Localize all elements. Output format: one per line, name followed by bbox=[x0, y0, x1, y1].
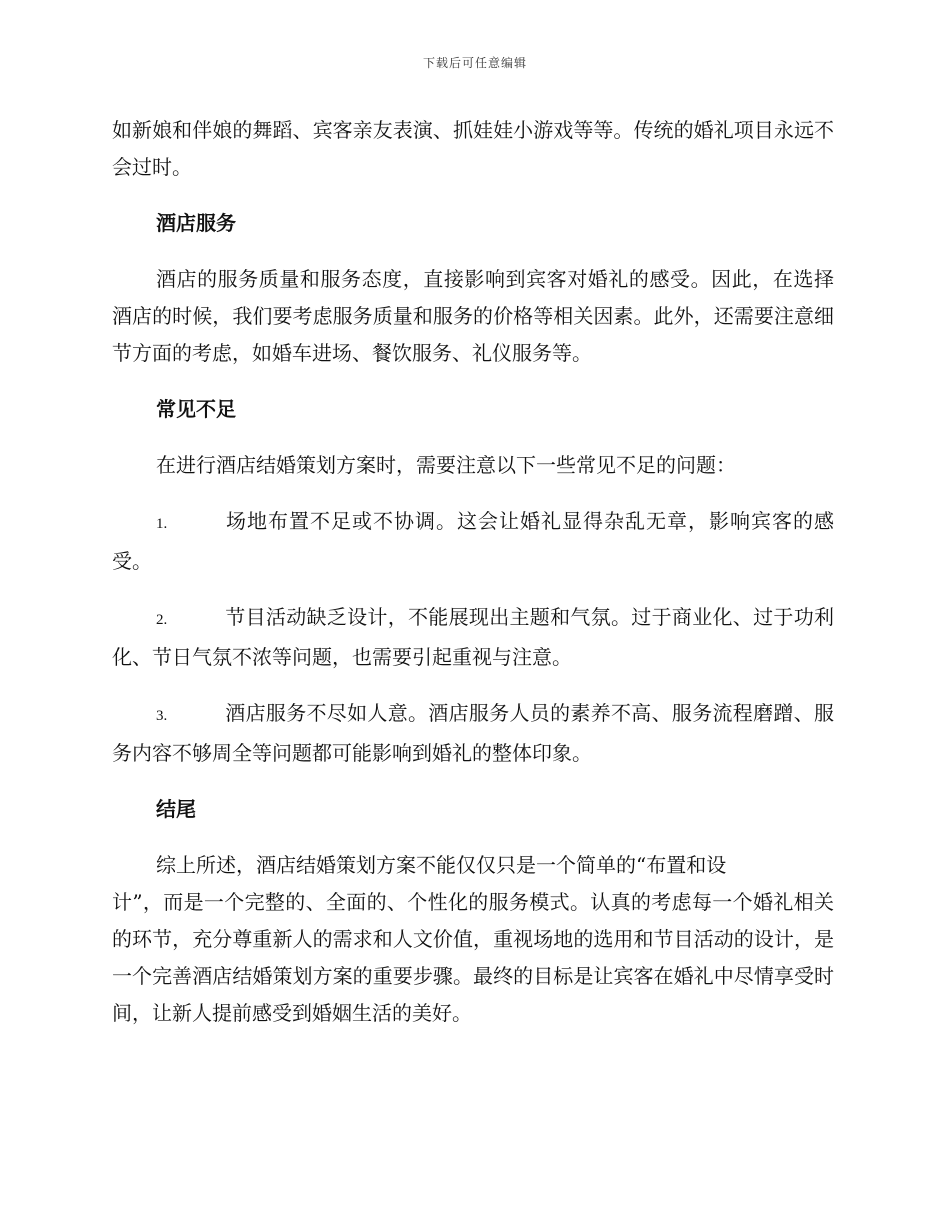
conclusion-paragraph bbox=[112, 847, 834, 1032]
list-item-text: 酒店服务不尽如人意。酒店服务人员的素养不高、服务流程磨蹭、服务内容不够周全等问题都可能影响到婚礼的整体印象。 bbox=[112, 701, 834, 765]
list-item-number: 1. bbox=[156, 516, 168, 532]
document-body bbox=[112, 112, 834, 1032]
list-item bbox=[112, 695, 834, 772]
section-heading-shortcomings: 常见不足 bbox=[156, 397, 236, 421]
list-item-number: 2. bbox=[156, 612, 168, 628]
list-item-text: 场地布置不足或不协调。这会让婚礼显得杂乱无章，影响宾客的感受。 bbox=[112, 509, 834, 573]
page-header: 下载后可任意编辑 bbox=[422, 56, 527, 70]
conclusion-first-line: 综上所述，酒店结婚策划方案不能仅仅只是一个简单的“布置和设 bbox=[156, 853, 727, 877]
list-item bbox=[112, 503, 834, 580]
list-item-number: 3. bbox=[156, 708, 168, 724]
intro-paragraph: 如新娘和伴娘的舞蹈、宾客亲友表演、抓娃娃小游戏等等。传统的婚礼项目永远不会过时。 bbox=[112, 118, 834, 179]
list-item-text: 节目活动缺乏设计，不能展现出主题和气氛。过于商业化、过于功利化、节日气氛不浓等问题，也需要引起重视与注意。 bbox=[112, 605, 834, 669]
shortcomings-intro-paragraph: 在进行酒店结婚策划方案时，需要注意以下一些常见不足的问题： bbox=[156, 453, 736, 477]
hotel-service-paragraph: 酒店的服务质量和服务态度，直接影响到宾客对婚礼的感受。因此，在选择酒店的时候，我们要考虑服务质量和服务的价格等相关因素。此外，还需要注意细节方面的考虑，如婚车进场、餐饮服务、礼仪服务等。 bbox=[112, 267, 834, 365]
section-heading-conclusion: 结尾 bbox=[156, 797, 196, 821]
section-heading-hotel-service: 酒店服务 bbox=[156, 211, 236, 235]
conclusion-rest: 计”，而是一个完整的、全面的、个性化的服务模式。认真的考虑每一个婚礼相关的环节，充分尊重新人的需求和人文价值，重视场地的选用和节目活动的设计，是一个完善酒店结婚策划方案的重要步骤。最终的目标是让宾客在婚礼中尽情享受时间，让新人提前感受到婚姻生活的美好。 bbox=[112, 890, 834, 1025]
list-item bbox=[112, 599, 834, 676]
